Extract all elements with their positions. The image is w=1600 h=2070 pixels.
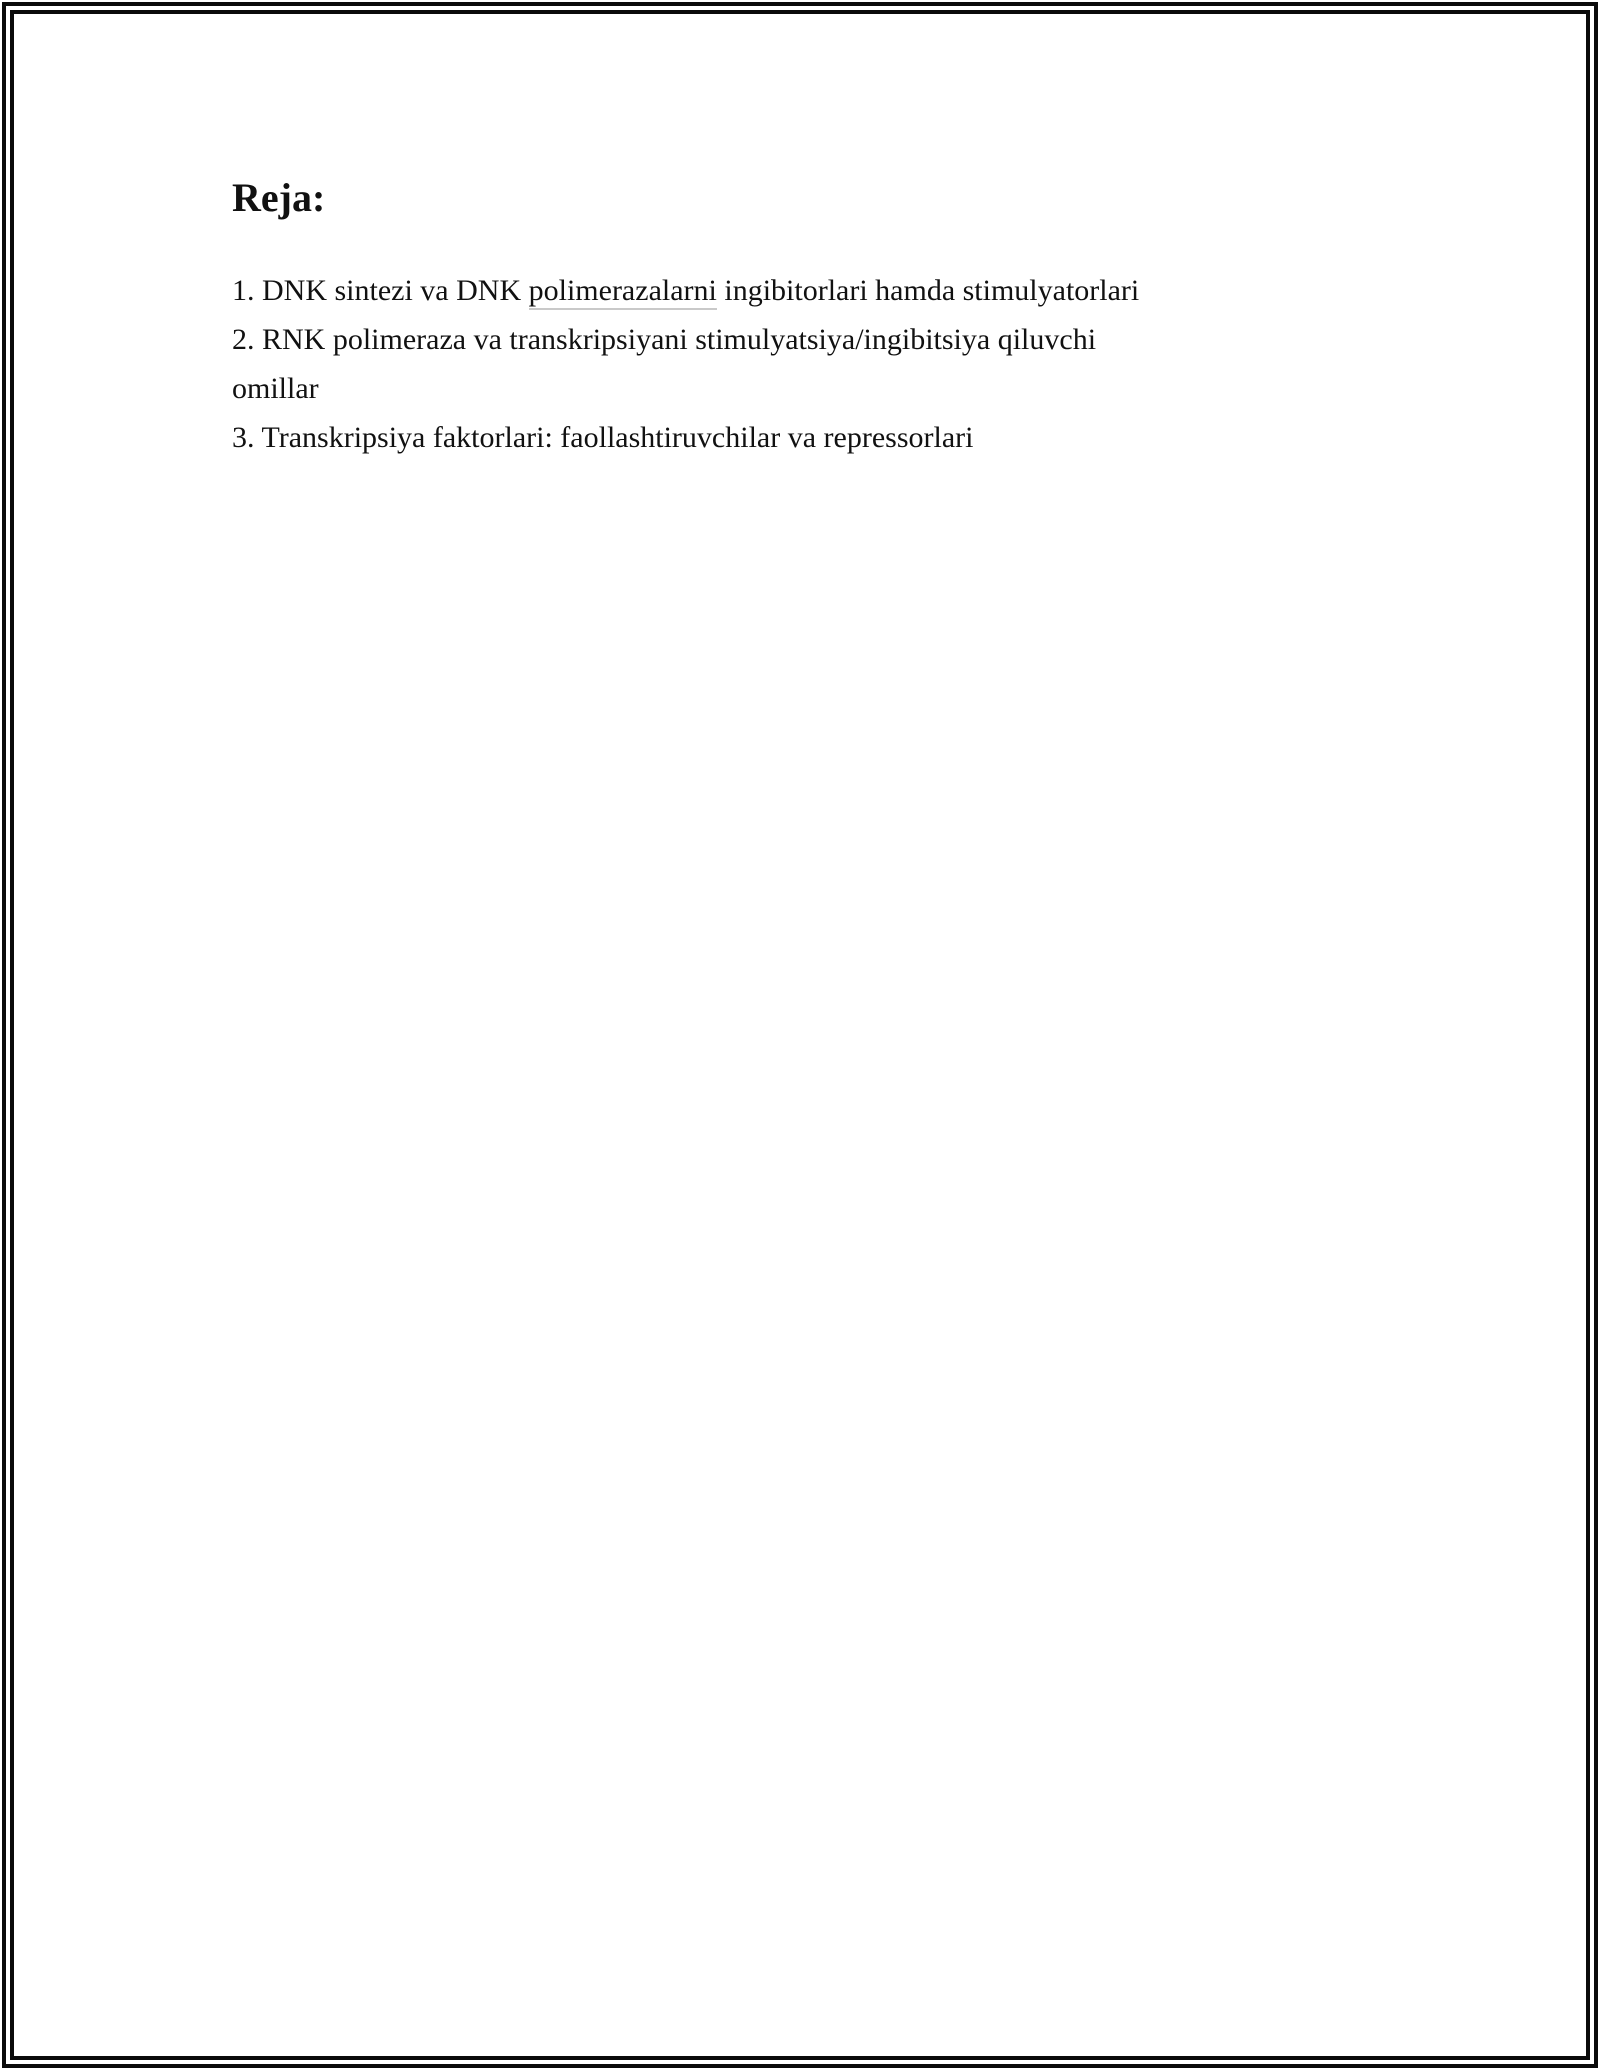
- page-inner-border: [10, 10, 1590, 2060]
- document-content: [14, 14, 1586, 462]
- list-item-2: 2. RNK polimeraza va transkripsiyani stimulyatsiya/ingibitsiya qiluvchi: [232, 323, 1097, 356]
- list-item-1-underlined-word: polimerazalarni: [529, 274, 717, 310]
- list-item-3: 3. Transkripsiya faktorlari: faollashtiruvchilar va repressorlari: [232, 421, 974, 454]
- page-title: Reja:: [232, 175, 326, 220]
- page-outer-border: [2, 2, 1598, 2068]
- list-item-1: [232, 266, 1526, 315]
- list-item-1-text-pre: 1. DNK sintezi va DNK: [232, 274, 529, 307]
- list-item-2-continuation: omillar: [232, 372, 319, 405]
- list-item-1-text-post: ingibitorlari hamda stimulyatorlari: [716, 274, 1140, 307]
